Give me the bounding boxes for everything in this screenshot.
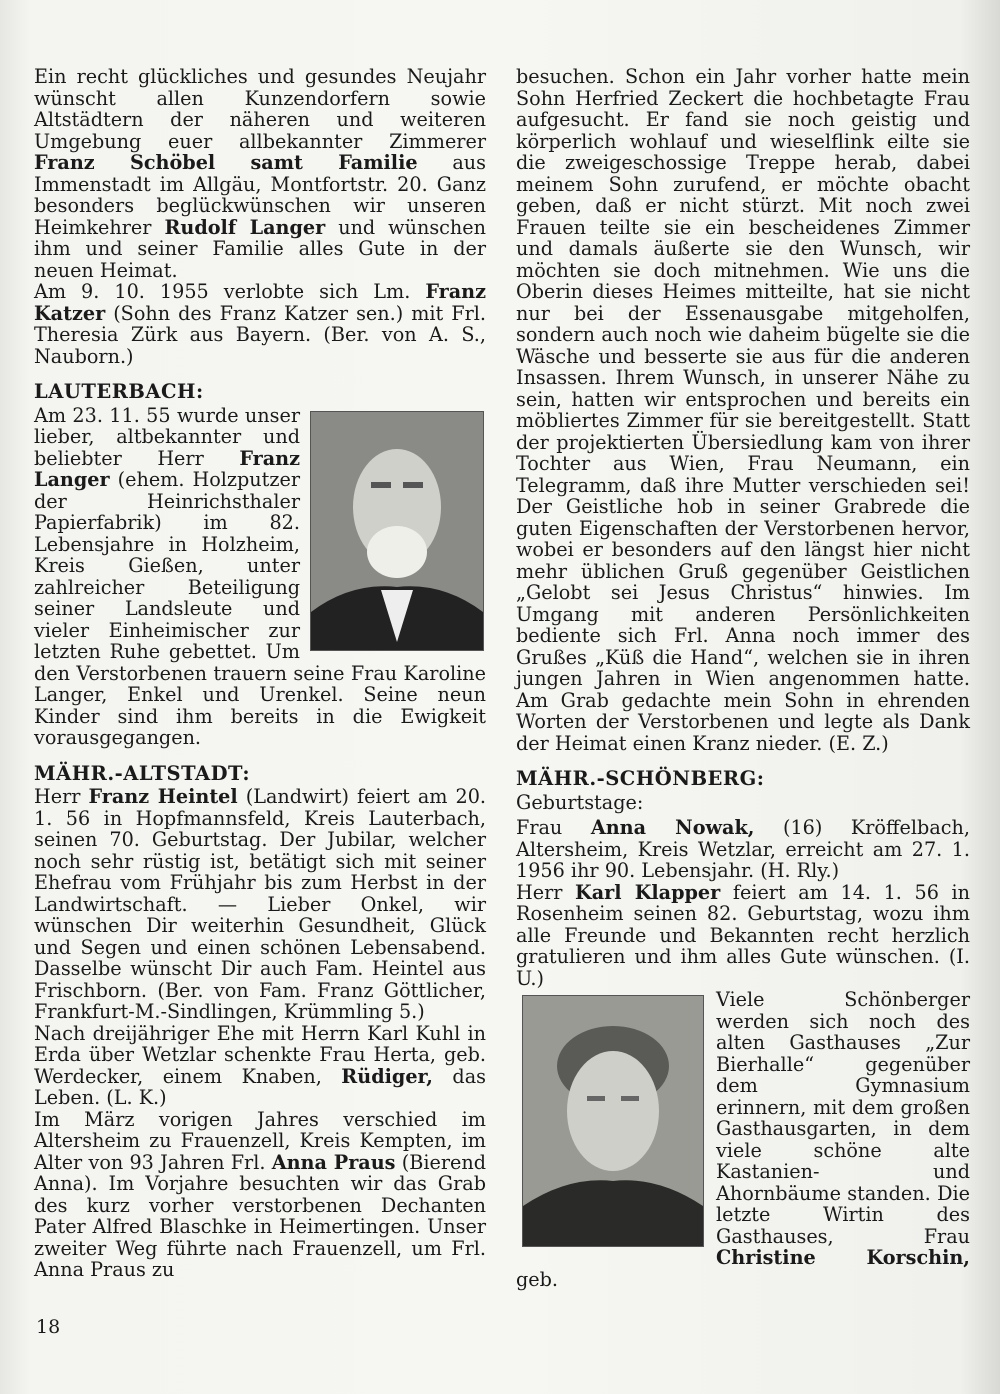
paragraph-engagement: Am 9. 10. 1955 verlobte sich Lm. Franz Katzer (Sohn des Franz Katzer sen.) mit Frl. Theresia Zürk aus Bayern. (Ber. von A. S., Nauborn.) [34,280,486,368]
portrait-photo-franz-langer [310,411,484,651]
paragraph-birth: Nach dreijähriger Ehe mit Herrn Karl Kuhl in Erda über Wetzlar schenkte Frau Herta, geb. Werdecker, einem Knaben, Rüdiger, das Leben. (L. K.) [34,1021,486,1109]
portrait-man-image [311,412,483,650]
paragraph-birthday-heintel: Herr Franz Heintel (Landwirt) feiert am 20. 1. 56 in Hopfmannsfeld, Kreis Lauterbach, seinen 70. Geburtstag. Der Jubilar, welcher noch sehr rüstig ist, betätigt sich mit seiner Ehefrau vom Frühjahr bis zum Herbst in der Landwirtschaft. — Lieber Onkel, wir wünschen Dir weiterhin Gesundheit, Glück und Segen und einen schönen Lebensabend. Dasselbe wünscht Dir auch Fam. Heintel aus Frischborn. (Ber. von Fam. Franz Göttlicher, Frankfurt-M.-Sindlingen, Krümmling 5.) [34,785,486,1023]
right-column [516,66,970,1290]
heading-lauterbach: LAUTERBACH: [34,380,204,403]
paragraph-lauterbach: Am 23. 11. 55 wurde unser lieber, altbekannter und beliebter Herr Franz Langer (ehem. Holzputzer der Heinrichsthaler Papierfabrik) im 82. Lebensjahre in Holzheim, Kreis Gießen, unter zahlreicher Beteiligung seiner Landsleute und vieler Einheimischer zur letzten Ruhe gebettet. Um den Verstorbenen trauern seine Frau Karoline Langer, Enkel und Urenkel. Seine neun Kinder sind ihm bereits in die Ewigkeit vorausgegangen. [34,403,486,749]
heading-altstadt: MÄHR.-ALTSTADT: [34,761,251,785]
portrait-photo-christine-korschin [522,995,704,1247]
heading-schoenberg: MÄHR.-SCHÖNBERG: [516,767,765,790]
paragraph-new-year: Ein recht glückliches und gesundes Neujahr wünscht allen Kunzendorfern sowie Altstädtern der näheren und weiteren Umgebung euer allbekannter Zimmerer Franz Schöbel samt Familie aus Immenstadt im Allgäu, Montfortstr. 20. Ganz besonders beglückwünschen wir unseren Heimkehrer Rudolf Langer und wünschen ihm und seiner Familie alles Gute in der neuen Heimat. [34,65,486,282]
paragraph-nowak: Frau Anna Nowak, (16) Kröffelbach, Altersheim, Kreis Wetzlar, erreicht am 27. 1. 1956 ihr 90. Lebensjahr. (H. Rly.) [516,816,970,882]
paragraph-klapper: Herr Karl Klapper feiert am 14. 1. 56 in Rosenheim seinen 82. Geburtstag, wozu ihm alle Freunde und Bekannten recht herzlich gratulieren und ihm alles Gute wünschen. (I. U.) [516,880,970,990]
portrait-woman-image [523,996,703,1246]
paragraph-praus-continued: besuchen. Schon ein Jahr vorher hatte mein Sohn Herfried Zeckert die hochbetagte Frau aufgesucht. Er fand sie noch geistig und körperlich wohlauf und wieselflink eilte sie die zweigeschossige Treppe herab, dabei meinem Sohn zurufend, er möchte obacht geben, daß er nicht stürzt. Mit noch zwei Frauen teilte sie ein bescheidenes Zimmer und damals äußerte sie den Wunsch, wir möchten sie doch mitnehmen. Wie uns die Oberin dieses Heimes mitteilte, hat sie nicht nur bei der Essenausgabe mitgeholfen, sondern auch noch wie daheim bügelte sie die Wäsche und besserte sie aus für die anderen Insassen. Ihrem Wunsch, in unserer Nähe zu sein, hatten wir entsprochen und bereits ein möbliertes Zimmer für sie bereitgestellt. Statt der projektierten Übersiedlung kam von ihrer Tochter aus Wien, Frau Neumann, ein Telegramm, daß ihre Mutter verschieden sei! Der Geistliche hob in seiner Grabrede die guten Eigenschaften der Verstorbenen hervor, wobei er besonders auf den längst hier nicht mehr üblichen Gruß gegenüber Geistlichen „Gelobt sei Jesus Christus“ hinwies. Im Umgang mit anderen Persönlichkeiten bediente sich Frl. Anna noch immer des Grußes „Küß die Hand“, welchen sie in ihren jungen Jahren in Wien angenommen hatte. Am Grab gedachte mein Sohn in ehrenden Worten der Verstorbenen und legte als Dank der Heimat einen Kranz nieder. (E. Z.) [516,65,970,755]
subheading-birthdays: Geburtstage: [516,790,644,814]
left-column [34,66,486,1281]
paragraph-obituary-praus: Im März vorigen Jahres verschied im Altersheim zu Frauenzell, Kreis Kempten, im Alter von 93 Jahren Frl. Anna Praus (Bierend Anna). Im Vorjahre besuchten wir das Grab des kurz vorher verstorbenen Dechanten Pater Alfred Blaschke in Heimertingen. Unser zweiter Weg führte nach Frauenzell, um Frl. Anna Praus zu [34,1107,486,1281]
page-number: 18 [36,1316,61,1338]
paragraph-gasthaus: Viele Schönberger werden sich noch des alten Gasthauses „Zur Bierhalle“ gegenüber dem Gymnasium erinnern, mit dem großen Gasthausgarten, in dem viele schöne alte Kastanien- und Ahornbäume standen. Die letzte Wirtin des Gasthauses, Frau Christine Korschin, geb. [516,988,970,1291]
